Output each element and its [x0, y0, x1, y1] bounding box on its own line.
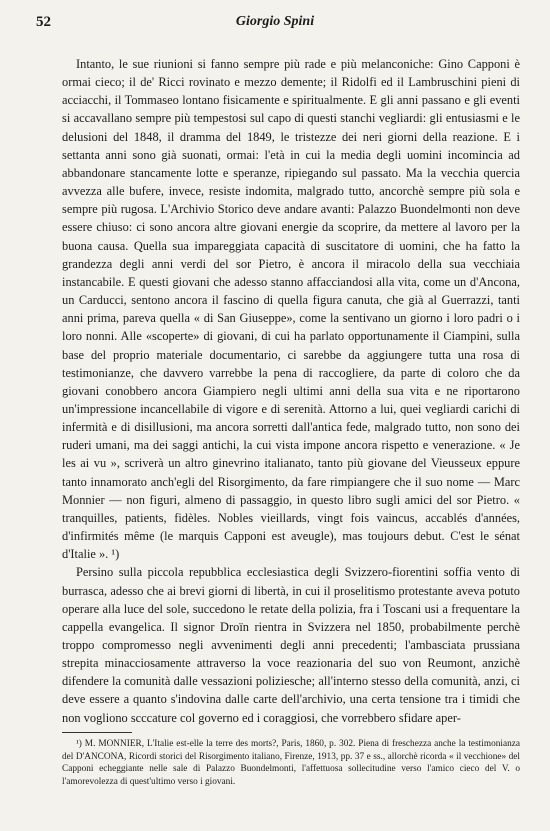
body-text [62, 55, 520, 727]
paragraph: Persino sulla piccola repubblica ecclesiastica degli Svizzero-fiorentini soffia vento di burrasca, adesso che ai brevi giorni di libertà, in cui il proselitismo protestante aveva potuto operare alla luce del sole, succedono le retate della polizia, fra i Toscani usi a frequentare la cappella evangelica. Il signor Droïn rientra in Svizzera nel 1850, probabilmente perchè troppo compromesso negli avvenimenti degli anni precedenti; l'ambasciata prussiana strepita minacciosamente attraverso la voce reazionaria del suo von Reumont, anzichè difendere la comunità dalle vessazioni poliziesche; all'interno stesso della comunità, anzi, ci deve essere a quanto s'indovina dalle carte dell'archivio, una certa tensione tra i timidi che non vogliono scccature col governo ed i coraggiosi, che vorrebbero sfidare aper- [62, 565, 520, 725]
footnote: ¹) M. MONNIER, L'Italie est-elle la terre des morts?, Paris, 1860, p. 302. Piena di freschezza anche la testimonianza del D'ANCONA, Ricordi storici del Risorgimento italiano, Firenze, 1913, pp. 37 e ss., allorchè ricorda « il vecchione» del Capponi echeggiante nelle sale di Palazzo Buondelmonti, l'affettuosa sollecitudine verso l'amico cieco del V. o l'amorevolezza di quest'ultimo verso i giovani. [62, 739, 520, 787]
page-number: 52 [36, 14, 51, 30]
paragraph: Intanto, le sue riunioni si fanno sempre più rade e più melanconiche: Gino Capponi è ormai cieco; il de' Ricci rovinato e mezzo demente; il Ridolfi ed il Lambruschini pieni di acciacchi, il Tommaseo lontano fisicamente e spiritualmente. E gli anni passano e gli eventi si accavallano sempre più tempestosi sul capo di questi stanchi vegliardi: gli entusiasmi e le delusioni del 1848, il dramma del 1849, le tristezze dei neri giorni della reazione. E i settanta anni sono già suonati, ormai: l'età in cui la media degli uomini incomincia ad abbandonare stancamente lotte e speranze, ripiegando sul passato. Ma la vecchia quercia avvezza alle bufere, invece, resiste indomita, malgrado tutto, ancorchè sempre più sola e sempre più rugosa. L'Archivio Storico deve andare avanti: Palazzo Buondelmonti non deve essere chiuso: ci sono ancora altre giovani energie da scoprire, da mettere al lavoro per la buona causa. Quella sua impareggiata capacità di suscitatore di uomini, che ha fatto la grandezza degli anni verdi del sor Pietro, è ancora il miracolo della sua vecchiaia instancabile. E questi giovani che adesso stanno affacciandosi alla vita, come un d'Ancona, un Carducci, sentono ancora il fascino di quella figura canuta, che già al Guerrazzi, tanti anni prima, pareva quella « di San Giuseppe», come la sentivano un giorno i loro padri o i loro nonni. Alle «scoperte» di giovani, di cui ha parlato opportunamente il Ciampini, sulla base del proprio materiale documentario, ci sarebbe da aggiungere tutta una rosa di testimonianze, che davvero varrebbe la pena di raccogliere, da parte di coloro che da giovani conobbero ancora Giampiero negli ultimi anni della sua vita e ne riportarono un'impressione incancellabile di vigore e di serenità. Attorno a lui, quei vegliardi carichi di infermità e di disillusioni, ma ancora sorretti dall'antica fede, malgrado tutto, non sono dei ruderi umani, ma dei saggi antichi, la cui vista impone ancora rispetto e venerazione. « Je les ai vu », scriverà un altro ginevrino italianato, tanto più giovane del Vieusseux eppure tanto innamorato anch'egli del Risorgimento, da fare rimpiangere che il suo nome — Marc Monnier — non figuri, almeno di passaggio, in questo libro sugli amici del sor Pietro. « tranquilles, patients, fidèles. Nobles vieillards, vingt fois vaincus, accablés d'années, d'infirmités même (le marquis Capponi est aveugle), mas toujours debut. C'est le sénat d'Italie ». ¹) [62, 57, 520, 562]
footnote-rule [62, 732, 132, 733]
running-head: Giorgio Spini [235, 14, 315, 29]
